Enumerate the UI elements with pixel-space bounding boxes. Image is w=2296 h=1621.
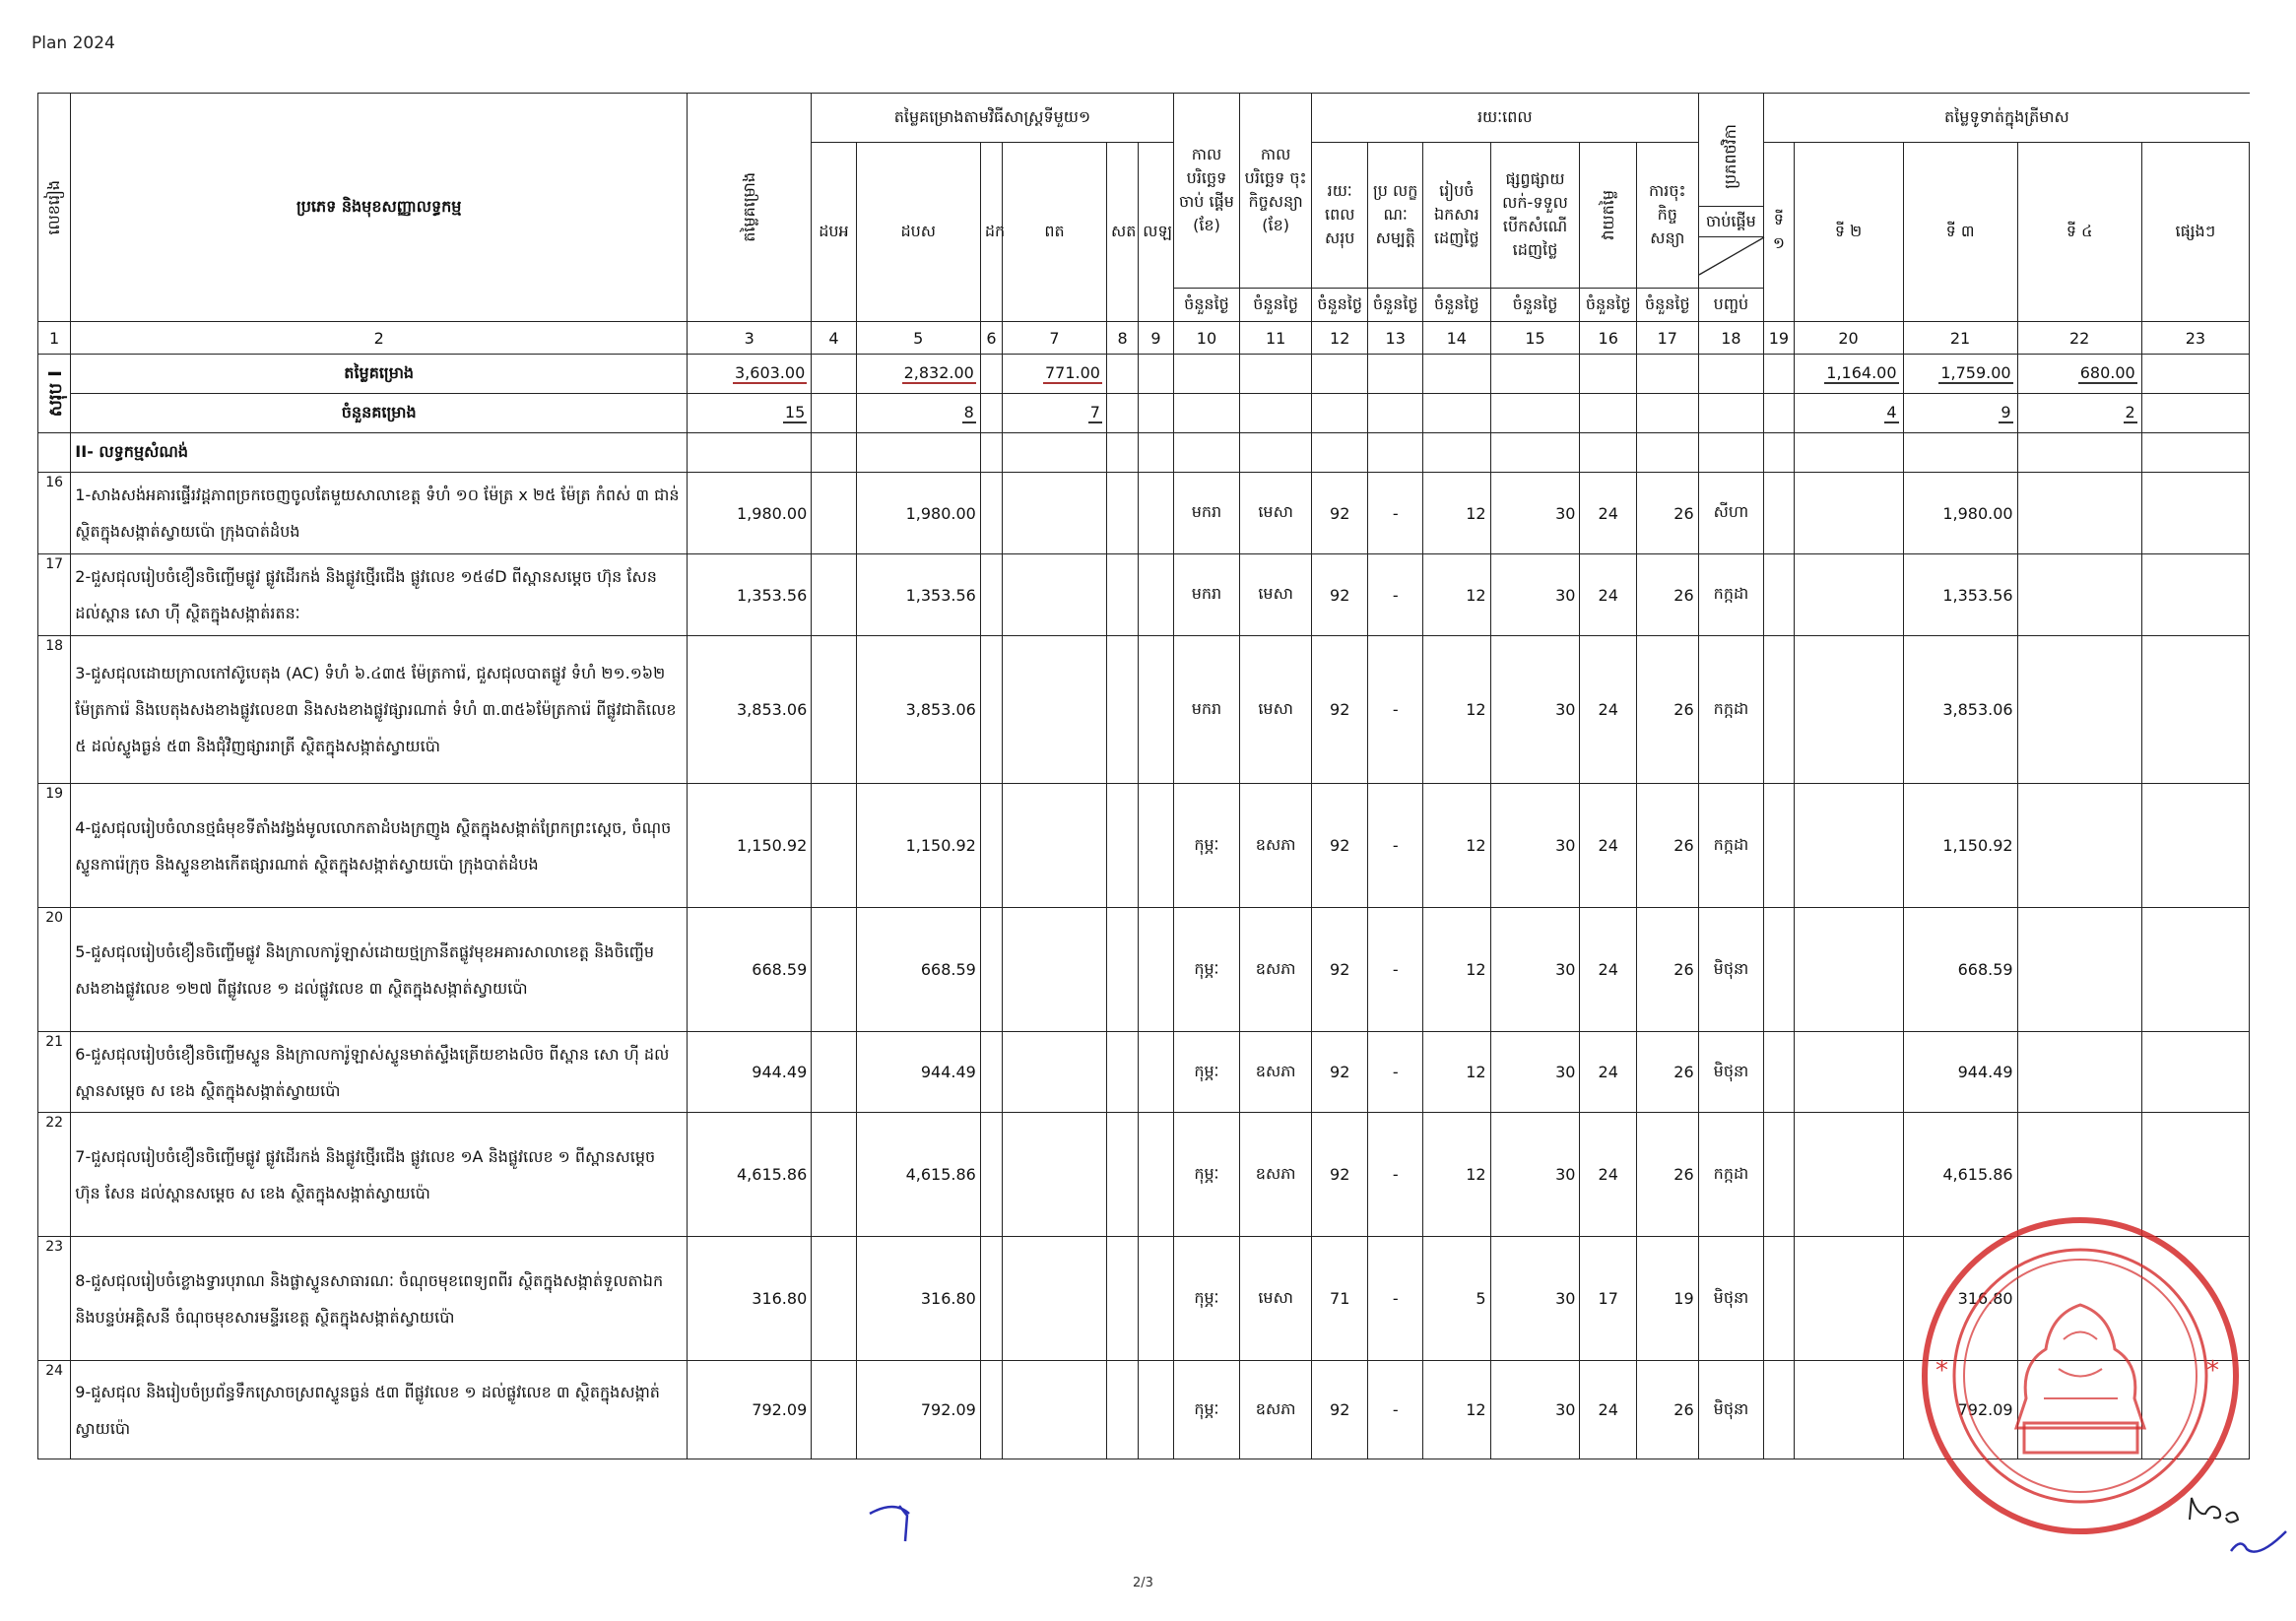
column-number: 7 (1003, 322, 1107, 355)
row-days-docs: 12 (1422, 554, 1490, 636)
header-f8: សត (1106, 143, 1138, 322)
header-f9: លឡ (1139, 143, 1173, 322)
row-q3-payment: 1,980.00 (1903, 473, 2017, 554)
summary-cost-q2: 1,164.00 (1794, 355, 1903, 394)
row-days-contract: 26 (1636, 473, 1698, 554)
column-number: 12 (1311, 322, 1368, 355)
table-row (38, 1113, 2250, 1237)
row-end-month: មិថុនា (1698, 1032, 1764, 1113)
row-days-docs: 12 (1422, 636, 1490, 784)
row-contract-month: ឧសភា (1240, 1113, 1312, 1237)
row-days-bidding: 30 (1490, 908, 1580, 1032)
row-days-eval: 24 (1580, 908, 1637, 1032)
row-days-eval: 24 (1580, 1032, 1637, 1113)
diagonal-line (1699, 237, 1764, 275)
row-end-month: កក្កដា (1698, 1113, 1764, 1237)
column-number: 14 (1422, 322, 1490, 355)
column-number: 20 (1794, 322, 1903, 355)
row-number: 19 (38, 784, 71, 908)
row-days-eval: 24 (1580, 1361, 1637, 1459)
row-days-eval: 24 (1580, 1113, 1637, 1237)
row-days-total: 92 (1311, 908, 1368, 1032)
column-number: 10 (1173, 322, 1240, 355)
row-contract-month: ឧសភា (1240, 784, 1312, 908)
row-end-month: មិថុនា (1698, 908, 1764, 1032)
row-days-qual: - (1368, 554, 1423, 636)
summary-count-row (38, 394, 2250, 433)
header-unit-days: ចំនួនថ្ងៃ (1240, 289, 1312, 322)
row-days-qual: - (1368, 1032, 1423, 1113)
row-end-month: កក្កដា (1698, 554, 1764, 636)
column-number: 3 (688, 322, 812, 355)
row-total-cost: 1,353.56 (688, 554, 812, 636)
row-q3-payment: 4,615.86 (1903, 1113, 2017, 1237)
column-number: 11 (1240, 322, 1312, 355)
section-title: II- លទ្ធកម្មសំណង់ (71, 433, 688, 473)
row-cost-c5: 1,353.56 (856, 554, 980, 636)
page-label: Plan 2024 (32, 33, 115, 53)
row-number: 22 (38, 1113, 71, 1237)
header-unit-days: ចំនួនថ្ងៃ (1368, 289, 1423, 322)
header-q4: ទី ៤ (2017, 143, 2141, 322)
row-days-contract: 26 (1636, 1113, 1698, 1237)
row-description: 7-ជួសជុលរៀបចំខឿនចិញ្ចើមផ្លូវ ផ្លូវដើរកង់ និងផ្លូវថ្មើរជើង ផ្លូវលេខ ១A និងផ្លូវលេខ ១ ពីស្ពានសម្ដេច ហ៊ុន សែន ដល់ស្ពានសម្ដេច ស ខេង ស្ថិតក្នុងសង្កាត់ស្វាយប៉ោ (71, 1113, 688, 1237)
row-description: 5-ជួសជុលរៀបចំខឿនចិញ្ចើមផ្លូវ និងក្រាលការ៉ូឡាស់ដោយថ្មក្រានីតផ្លូវមុខអគារសាលាខេត្ត និងចិញ្ចើមសងខាងផ្លូវលេខ ១២៧ ពីផ្លូវលេខ ១ ដល់ផ្លូវលេខ ៣ ស្ថិតក្នុងសង្កាត់ស្វាយប៉ោ (71, 908, 688, 1032)
header-f7: ពត (1003, 143, 1107, 322)
row-days-bidding: 30 (1490, 1237, 1580, 1361)
row-total-cost: 944.49 (688, 1032, 812, 1113)
row-days-bidding: 30 (1490, 473, 1580, 554)
summary-count-q2: 4 (1794, 394, 1903, 433)
header-q2: ទី ២ (1794, 143, 1903, 322)
row-days-docs: 12 (1422, 784, 1490, 908)
row-days-bidding: 30 (1490, 636, 1580, 784)
row-contract-month: មេសា (1240, 636, 1312, 784)
row-days-docs: 12 (1422, 473, 1490, 554)
row-start-month: កុម្ភៈ (1173, 908, 1240, 1032)
row-days-contract: 26 (1636, 554, 1698, 636)
summary-cost-total: 3,603.00 (688, 355, 812, 394)
row-days-bidding: 30 (1490, 784, 1580, 908)
row-days-qual: - (1368, 908, 1423, 1032)
row-number: 16 (38, 473, 71, 554)
signature-initial-left (862, 1492, 931, 1551)
row-cost-c5: 4,615.86 (856, 1113, 980, 1237)
row-q3-payment: 668.59 (1903, 908, 2017, 1032)
column-number: 8 (1106, 322, 1138, 355)
row-start-month: មករា (1173, 473, 1240, 554)
header-unit-days: ចំនួនថ្ងៃ (1422, 289, 1490, 322)
column-number: 2 (71, 322, 688, 355)
header-budget-source: ប្រភពថវិកា ចាប់ផ្តើម (1698, 94, 1764, 289)
column-number: 21 (1903, 322, 2017, 355)
row-start-month: កុម្ភៈ (1173, 1237, 1240, 1361)
row-days-qual: - (1368, 473, 1423, 554)
row-days-bidding: 30 (1490, 1361, 1580, 1459)
row-number: 21 (38, 1032, 71, 1113)
row-total-cost: 316.80 (688, 1237, 812, 1361)
row-total-cost: 3,853.06 (688, 636, 812, 784)
row-days-contract: 26 (1636, 636, 1698, 784)
column-number-row (38, 322, 2250, 355)
row-days-total: 92 (1311, 1032, 1368, 1113)
section-row (38, 433, 2250, 473)
row-total-cost: 1,150.92 (688, 784, 812, 908)
table-row (38, 554, 2250, 636)
table-row (38, 908, 2250, 1032)
row-description: 3-ជួសជុលដោយក្រាលកៅស៊ូបេតុង (AC) ទំហំ ៦.៤៣៥ ម៉ែត្រការ៉េ, ជួសជុលបាតផ្លូវ ទំហំ ២១.១៦២ ម៉ែត្រការ៉េ និងបេតុងសងខាងផ្លូវលេខ៣ និងសងខាងផ្លូវផ្សារណាត់ ទំហំ ៣.៣៥៦ម៉ែត្រការ៉េ ពីផ្លូវជាតិលេខ ៥ ដល់ស្ទូងធ្ងន់ ៥៣ និងជុំវិញផ្សាររាត្រី ស្ថិតក្នុងសង្កាត់ស្វាយប៉ោ (71, 636, 688, 784)
svg-text:*: * (1935, 1356, 1948, 1386)
column-number: 4 (812, 322, 856, 355)
summary-count-label: ចំនួនគម្រោង (71, 394, 688, 433)
table-row (38, 1237, 2250, 1361)
row-total-cost: 668.59 (688, 908, 812, 1032)
page-number: 2/3 (1133, 1576, 1153, 1590)
signature-initial-right (2182, 1492, 2290, 1561)
row-q3-payment: 792.09 (1903, 1361, 2017, 1459)
row-days-qual: - (1368, 636, 1423, 784)
row-cost-c5: 792.09 (856, 1361, 980, 1459)
header-d12: រយៈ ពេល សរុប (1311, 143, 1368, 289)
column-number: 19 (1764, 322, 1794, 355)
row-days-eval: 24 (1580, 473, 1637, 554)
row-number: 17 (38, 554, 71, 636)
row-contract-month: ឧសភា (1240, 1032, 1312, 1113)
header-unit-days: ចំនួនថ្ងៃ (1636, 289, 1698, 322)
summary-cost-c7: 771.00 (1003, 355, 1107, 394)
row-days-qual: - (1368, 784, 1423, 908)
row-days-eval: 24 (1580, 784, 1637, 908)
header-unit-days: ចំនួនថ្ងៃ (1311, 289, 1368, 322)
column-number: 6 (980, 322, 1002, 355)
header-quarter-group: តម្លៃទូទាត់ក្នុងត្រីមាស (1764, 94, 2250, 143)
row-contract-month: មេសា (1240, 473, 1312, 554)
header-f4: ដបអ (812, 143, 856, 322)
column-number: 5 (856, 322, 980, 355)
row-total-cost: 4,615.86 (688, 1113, 812, 1237)
row-cost-c5: 3,853.06 (856, 636, 980, 784)
summary-cost-q3: 1,759.00 (1903, 355, 2017, 394)
header-unit-days: ចំនួនថ្ងៃ (1490, 289, 1580, 322)
header-contract-date: កាល បរិច្ឆេទ ចុះ កិច្ចសន្យា (ខែ) (1240, 94, 1312, 289)
row-contract-month: ឧសភា (1240, 1361, 1312, 1459)
header-d15: ផ្សព្វផ្សាយ លក់-ទទួល បើកសំណើ ដេញថ្លៃ (1490, 143, 1580, 289)
row-days-bidding: 30 (1490, 554, 1580, 636)
row-end-month: កក្កដា (1698, 784, 1764, 908)
row-number: 20 (38, 908, 71, 1032)
row-days-qual: - (1368, 1361, 1423, 1459)
row-cost-c5: 668.59 (856, 908, 980, 1032)
summary-count-q3: 9 (1903, 394, 2017, 433)
summary-cost-q4: 680.00 (2017, 355, 2141, 394)
row-days-qual: - (1368, 1113, 1423, 1237)
row-days-docs: 12 (1422, 1361, 1490, 1459)
column-number: 23 (2141, 322, 2249, 355)
summary-count-c5: 8 (856, 394, 980, 433)
header-funding-group: តម្លៃគម្រោងតាមវិធីសាស្ត្រទីមួយ១ (812, 94, 1173, 143)
row-days-bidding: 30 (1490, 1113, 1580, 1237)
row-description: 6-ជួសជុលរៀបចំខឿនចិញ្ចើមស្ទូន និងក្រាលការ៉ូឡាស់ស្ទូនមាត់ស្ទឹងត្រើយខាងលិច ពីស្ពាន សោ ហ៊ី ដល់ស្ពានសម្តេច ស ខេង ស្ថិតក្នុងសង្កាត់ស្វាយប៉ោ (71, 1032, 688, 1113)
row-days-contract: 19 (1636, 1237, 1698, 1361)
row-q3-payment: 3,853.06 (1903, 636, 2017, 784)
row-days-contract: 26 (1636, 1361, 1698, 1459)
summary-count-total: 15 (688, 394, 812, 433)
header-procurement-type: ប្រភេទ និងមុខសញ្ញាលទ្ធកម្ម (71, 94, 688, 322)
row-q3-payment: 316.80 (1903, 1237, 2017, 1361)
row-days-total: 92 (1311, 784, 1368, 908)
row-days-contract: 26 (1636, 908, 1698, 1032)
row-days-contract: 26 (1636, 784, 1698, 908)
header-d17: ការចុះ កិច្ច សន្យា (1636, 143, 1698, 289)
header-q3: ទី ៣ (1903, 143, 2017, 322)
row-start-month: កុម្ភៈ (1173, 1113, 1240, 1237)
row-q3-payment: 1,150.92 (1903, 784, 2017, 908)
row-number: 23 (38, 1237, 71, 1361)
header-project-cost: តម្លៃគម្រោង (688, 94, 812, 322)
row-q3-payment: 944.49 (1903, 1032, 2017, 1113)
row-days-qual: - (1368, 1237, 1423, 1361)
header-q1: ទី ១ (1764, 143, 1794, 322)
row-end-month: មិថុនា (1698, 1237, 1764, 1361)
table-row (38, 636, 2250, 784)
header-d13: ប្រ លក្ខ ណៈ សម្បត្តិ (1368, 143, 1423, 289)
header-start-date: កាល បរិច្ឆេទ ចាប់ ផ្តើម (ខែ) (1173, 94, 1240, 289)
header-duration-group: រយៈពេល (1311, 94, 1698, 143)
column-number: 1 (38, 322, 71, 355)
column-number: 16 (1580, 322, 1637, 355)
row-days-docs: 12 (1422, 1113, 1490, 1237)
row-description: 9-ជួសជុល និងរៀបចំប្រព័ន្ធទឹកស្រោចស្រពស្ទូនធ្ងន់ ៥៣ ពីផ្លូវលេខ ១ ដល់ផ្លូវលេខ ៣ ស្ថិតក្នុងសង្កាត់ស្វាយប៉ោ (71, 1361, 688, 1459)
row-start-month: មករា (1173, 636, 1240, 784)
row-days-total: 71 (1311, 1237, 1368, 1361)
row-start-month: មករា (1173, 554, 1240, 636)
row-start-month: កុម្ភៈ (1173, 1361, 1240, 1459)
row-description: 1-សាងសង់អគារផ្ទើរវដ្តភាពច្រកចេញចូលតែមួយសាលាខេត្ត ទំហំ ១០ ម៉ែត្រ x ២៥ ម៉ែត្រ កំពស់ ៣ ជាន់ ស្ថិតក្នុងសង្កាត់ស្វាយប៉ោ ក្រុងបាត់ដំបង (71, 473, 688, 554)
header-f5: ដបស (856, 143, 980, 322)
row-days-eval: 24 (1580, 636, 1637, 784)
row-end-month: សីហា (1698, 473, 1764, 554)
row-q3-payment: 1,353.56 (1903, 554, 2017, 636)
row-days-docs: 12 (1422, 908, 1490, 1032)
header-unit-days: ចំនួនថ្ងៃ (1173, 289, 1240, 322)
row-total-cost: 792.09 (688, 1361, 812, 1459)
row-start-month: កុម្ភៈ (1173, 1032, 1240, 1113)
column-number: 18 (1698, 322, 1764, 355)
summary-count-q4: 2 (2017, 394, 2141, 433)
column-number: 22 (2017, 322, 2141, 355)
row-cost-c5: 1,980.00 (856, 473, 980, 554)
header-other: ផ្សេងៗ (2141, 143, 2249, 322)
header-budget-end: បញ្ចប់ (1698, 289, 1764, 322)
row-days-total: 92 (1311, 1113, 1368, 1237)
table-row (38, 1361, 2250, 1459)
header-f6: ដក (980, 143, 1002, 322)
row-contract-month: ឧសភា (1240, 908, 1312, 1032)
row-description: 4-ជួសជុលរៀបចំលានថ្មធំមុខទីតាំងវង្វង់មូលលោកតាដំបងក្រញូង ស្ថិតក្នុងសង្កាត់ព្រែកព្រះស្ដេច, ចំណុចស្ទូនការ៉េក្រុច និងស្ទូនខាងកើតផ្សារណាត់ ស្ថិតក្នុងសង្កាត់ស្វាយប៉ោ ក្រុងបាត់ដំបង (71, 784, 688, 908)
row-days-total: 92 (1311, 473, 1368, 554)
row-cost-c5: 316.80 (856, 1237, 980, 1361)
header-row-1 (38, 94, 2250, 143)
row-days-total: 92 (1311, 636, 1368, 784)
header-row-number: លេខរៀង (38, 94, 71, 322)
summary-cost-row (38, 355, 2250, 394)
svg-text:*: * (2206, 1356, 2219, 1386)
procurement-rows (38, 473, 2250, 1459)
row-days-docs: 5 (1422, 1237, 1490, 1361)
table-row (38, 473, 2250, 554)
row-contract-month: មេសា (1240, 554, 1312, 636)
summary-side-label: សរុប I (38, 355, 71, 433)
row-cost-c5: 944.49 (856, 1032, 980, 1113)
summary-cost-c5: 2,832.00 (856, 355, 980, 394)
row-days-total: 92 (1311, 554, 1368, 636)
column-number: 9 (1139, 322, 1173, 355)
summary-count-c7: 7 (1003, 394, 1107, 433)
column-number: 15 (1490, 322, 1580, 355)
row-description: 2-ជួសជុលរៀបចំខឿនចិញ្ចើមផ្លូវ ផ្លូវដើរកង់ និងផ្លូវថ្មើរជើង ផ្លូវលេខ ១៥៨D ពីស្ពានសម្ដេច ហ៊ុន សែន ដល់ស្ពាន សោ ហ៊ី ស្ថិតក្នុងសង្កាត់រតនៈ (71, 554, 688, 636)
row-days-eval: 24 (1580, 554, 1637, 636)
header-unit-days: ចំនួនថ្ងៃ (1580, 289, 1637, 322)
table-row (38, 784, 2250, 908)
row-cost-c5: 1,150.92 (856, 784, 980, 908)
header-d16: វាយតម្លៃ (1580, 143, 1637, 289)
header-d14: រៀបចំ ឯកសារ ដេញថ្លៃ (1422, 143, 1490, 289)
row-contract-month: មេសា (1240, 1237, 1312, 1361)
row-days-docs: 12 (1422, 1032, 1490, 1113)
row-number: 24 (38, 1361, 71, 1459)
column-number: 17 (1636, 322, 1698, 355)
row-days-total: 92 (1311, 1361, 1368, 1459)
column-number: 13 (1368, 322, 1423, 355)
row-days-eval: 17 (1580, 1237, 1637, 1361)
row-number: 18 (38, 636, 71, 784)
summary-cost-label: តម្លៃគម្រោង (71, 355, 688, 394)
table-row (38, 1032, 2250, 1113)
row-days-bidding: 30 (1490, 1032, 1580, 1113)
row-end-month: កក្កដា (1698, 636, 1764, 784)
row-start-month: កុម្ភៈ (1173, 784, 1240, 908)
row-days-contract: 26 (1636, 1032, 1698, 1113)
row-total-cost: 1,980.00 (688, 473, 812, 554)
row-end-month: មិថុនា (1698, 1361, 1764, 1459)
row-description: 8-ជួសជុលរៀបចំខ្លោងទ្វារបុរាណ និងផ្លាស្ទូនសាធារណៈ ចំណុចមុខពេទ្យពពីរ ស្ថិតក្នុងសង្កាត់ទួលតាឯក និងបន្ទប់អគ្គិសនី ចំណុចមុខសារមន្ទីរខេត្ត ស្ថិតក្នុងសង្កាត់ស្វាយប៉ោ (71, 1237, 688, 1361)
procurement-plan-table (37, 93, 2250, 1459)
